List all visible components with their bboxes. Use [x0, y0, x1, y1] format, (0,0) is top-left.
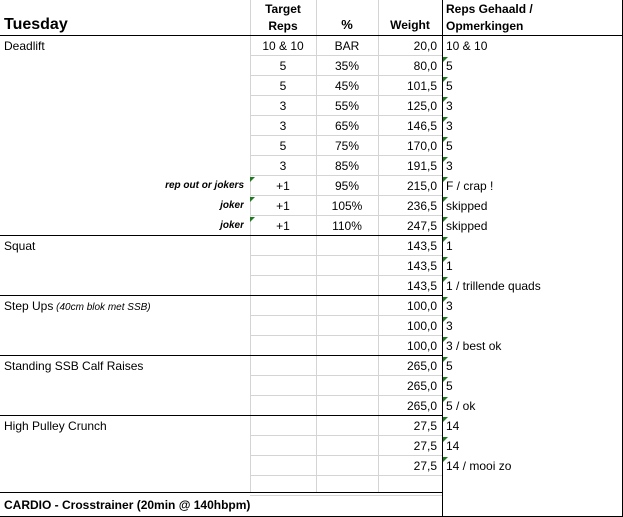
target-reps-cell[interactable]: 3 — [279, 159, 287, 173]
weight-cell[interactable]: 265,0 — [406, 359, 437, 373]
weight-cell[interactable]: 100,0 — [406, 299, 437, 313]
exercise-name[interactable]: Step Ups (40cm blok met SSB) — [4, 299, 151, 313]
remarks-cell[interactable]: 3 — [446, 299, 453, 313]
remarks-cell[interactable]: 14 — [446, 419, 460, 433]
remarks-cell[interactable]: 3 — [446, 159, 453, 173]
exercise-name[interactable]: Deadlift — [4, 39, 45, 53]
target-reps-cell[interactable]: 3 — [279, 99, 287, 113]
remarks-cell[interactable]: 14 — [446, 439, 460, 453]
comment-marker-icon — [443, 297, 448, 302]
target-reps-cell[interactable]: 5 — [279, 59, 287, 73]
percent-cell[interactable]: 95% — [334, 179, 360, 193]
weight-cell[interactable]: 27,5 — [413, 439, 437, 453]
remarks-cell[interactable]: 5 — [446, 379, 453, 393]
target-reps-cell[interactable]: 10 & 10 — [262, 39, 304, 53]
remarks-cell[interactable]: 1 — [446, 239, 453, 253]
remarks-cell[interactable]: 10 & 10 — [446, 39, 488, 53]
comment-marker-icon — [443, 357, 448, 362]
target-reps-header-line1[interactable]: Target — [265, 2, 301, 16]
exercise-note: (40cm blok met SSB) — [53, 302, 151, 313]
remarks-cell[interactable]: 5 / ok — [446, 399, 476, 413]
weight-cell[interactable]: 236,5 — [406, 199, 437, 213]
remarks-cell[interactable]: 3 — [446, 119, 453, 133]
target-reps-cell[interactable]: +1 — [276, 219, 290, 233]
day-title[interactable]: Tuesday — [4, 16, 68, 33]
comment-marker-icon — [443, 277, 448, 282]
remarks-cell[interactable]: F / crap ! — [446, 179, 494, 193]
remarks-cell[interactable]: 14 / mooi zo — [446, 459, 512, 473]
remarks-cell[interactable]: 5 — [446, 79, 453, 93]
target-reps-cell[interactable]: 5 — [279, 139, 287, 153]
weight-cell[interactable]: 100,0 — [406, 319, 437, 333]
weight-cell[interactable]: 146,5 — [406, 119, 437, 133]
comment-marker-icon — [443, 177, 448, 182]
comment-marker-icon — [443, 377, 448, 382]
remarks-cell[interactable]: 3 / best ok — [446, 339, 502, 353]
remarks-cell[interactable]: 5 — [446, 59, 453, 73]
comment-marker-icon — [443, 237, 448, 242]
comment-marker-icon — [443, 77, 448, 82]
remarks-cell[interactable]: 1 — [446, 259, 453, 273]
comment-marker-icon — [443, 457, 448, 462]
comment-marker-icon — [443, 137, 448, 142]
exercise-name[interactable]: Standing SSB Calf Raises — [4, 359, 144, 373]
reps-done-header-line1[interactable]: Reps Gehaald / — [446, 2, 533, 16]
weight-cell[interactable]: 143,5 — [406, 239, 437, 253]
exercise-name[interactable]: Squat — [4, 239, 36, 253]
percent-cell[interactable]: 85% — [334, 159, 360, 173]
weight-cell[interactable]: 265,0 — [406, 399, 437, 413]
comment-marker-icon — [443, 417, 448, 422]
percent-cell[interactable]: 110% — [332, 219, 362, 233]
weight-cell[interactable]: 170,0 — [406, 139, 437, 153]
comment-marker-icon — [443, 157, 448, 162]
weight-cell[interactable]: 247,5 — [406, 219, 437, 233]
percent-header[interactable]: % — [341, 17, 353, 32]
set-label[interactable]: joker — [220, 200, 244, 211]
percent-cell[interactable]: 55% — [334, 99, 360, 113]
remarks-cell[interactable]: 3 — [446, 99, 453, 113]
weight-cell[interactable]: 125,0 — [406, 99, 437, 113]
remarks-cell[interactable]: 3 — [446, 319, 453, 333]
weight-cell[interactable]: 101,5 — [406, 79, 437, 93]
percent-cell[interactable]: 105% — [331, 199, 363, 213]
comment-marker-icon — [443, 97, 448, 102]
weight-cell[interactable]: 143,5 — [406, 279, 437, 293]
weight-cell[interactable]: 27,5 — [413, 419, 437, 433]
percent-cell[interactable]: BAR — [334, 39, 360, 53]
percent-cell[interactable]: 75% — [334, 139, 360, 153]
comment-marker-icon — [443, 257, 448, 262]
target-reps-cell[interactable]: 3 — [279, 119, 287, 133]
set-label[interactable]: joker — [220, 220, 244, 231]
percent-cell[interactable]: 35% — [334, 59, 360, 73]
remarks-cell[interactable]: skipped — [446, 219, 488, 233]
weight-cell[interactable]: 265,0 — [406, 379, 437, 393]
comment-marker-icon — [443, 117, 448, 122]
comment-marker-icon — [443, 397, 448, 402]
remarks-cell[interactable]: skipped — [446, 199, 488, 213]
weight-cell[interactable]: 215,0 — [406, 179, 437, 193]
comment-marker-icon — [443, 337, 448, 342]
remarks-cell[interactable]: 1 / trillende quads — [446, 279, 541, 293]
weight-cell[interactable]: 100,0 — [406, 339, 437, 353]
cardio-border — [0, 492, 442, 493]
weight-cell[interactable]: 80,0 — [413, 59, 437, 73]
percent-cell[interactable]: 65% — [334, 119, 360, 133]
comment-marker-icon — [443, 57, 448, 62]
weight-cell[interactable]: 143,5 — [406, 259, 437, 273]
weight-header[interactable]: Weight — [390, 18, 430, 32]
comment-marker-icon — [443, 217, 448, 222]
remarks-cell[interactable]: 5 — [446, 359, 453, 373]
percent-cell[interactable]: 45% — [334, 79, 360, 93]
comment-marker-icon — [443, 197, 448, 202]
comment-marker-icon — [443, 437, 448, 442]
reps-done-header-line2[interactable]: Opmerkingen — [446, 19, 524, 33]
target-reps-cell[interactable]: 5 — [279, 79, 287, 93]
weight-cell[interactable]: 191,5 — [406, 159, 437, 173]
exercise-name[interactable]: High Pulley Crunch — [4, 419, 107, 433]
target-reps-header-line2[interactable]: Reps — [268, 19, 298, 33]
remarks-cell[interactable]: 5 — [446, 139, 453, 153]
weight-cell[interactable]: 27,5 — [413, 459, 437, 473]
comment-marker-icon — [443, 317, 448, 322]
weight-cell[interactable]: 20,0 — [413, 39, 437, 53]
target-reps-cell[interactable]: +1 — [276, 179, 290, 193]
set-label[interactable]: rep out or jokers — [165, 180, 244, 191]
target-reps-cell[interactable]: +1 — [276, 199, 290, 213]
cardio-note[interactable]: CARDIO - Crosstrainer (20min @ 140hbpm) — [4, 498, 251, 512]
